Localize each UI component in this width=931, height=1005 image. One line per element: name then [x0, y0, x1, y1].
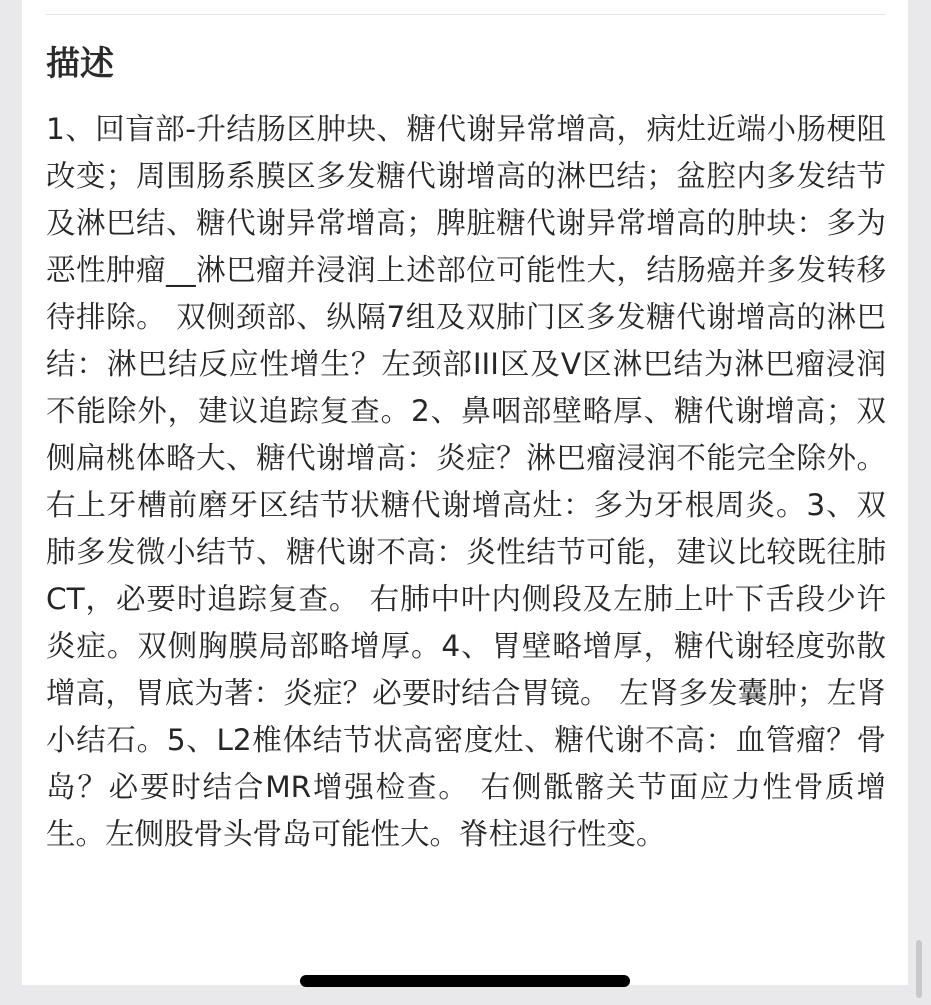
home-indicator[interactable]	[300, 975, 630, 987]
top-divider	[46, 14, 886, 15]
description-text: 1、回盲部-升结肠区肿块、糖代谢异常增高，病灶近端小肠梗阻改变；周围肠系膜区多发糖代谢增高的淋巴结；盆腔内多发结节及淋巴结、糖代谢异常增高；脾脏糖代谢异常增高的肿块：多为恶性肿瘤__淋巴瘤并浸润上述部位可能性大，结肠癌并多发转移待排除。 双侧颈部、纵隔7组及双肺门区多发糖代谢增高的淋巴结：淋巴结反应性增生？左颈部III区及V区淋巴结为淋巴瘤浸润不能除外，建议追踪复查。2、鼻咽部壁略厚、糖代谢增高；双侧扁桃体略大、糖代谢增高：炎症？淋巴瘤浸润不能完全除外。 右上牙槽前磨牙区结节状糖代谢增高灶：多为牙根周炎。3、双肺多发微小结节、糖代谢不高：炎性结节可能，建议比较既往肺CT，必要时追踪复查。 右肺中叶内侧段及左肺上叶下舌段少许炎症。双侧胸膜局部略增厚。4、胃壁略增厚，糖代谢轻度弥散增高，胃底为著：炎症？必要时结合胃镜。 左肾多发囊肿；左肾小结石。5、L2椎体结节状高密度灶、糖代谢不高：血管瘤？骨岛？必要时结合MR增强检查。 右侧骶髂关节面应力性骨质增生。左侧股骨头骨岛可能性大。脊柱退行性变。	[46, 112, 886, 851]
report-card	[22, 0, 908, 985]
scrollbar-thumb[interactable]	[916, 940, 922, 998]
section-title: 描述	[46, 44, 114, 84]
scrollbar[interactable]	[913, 0, 925, 1005]
